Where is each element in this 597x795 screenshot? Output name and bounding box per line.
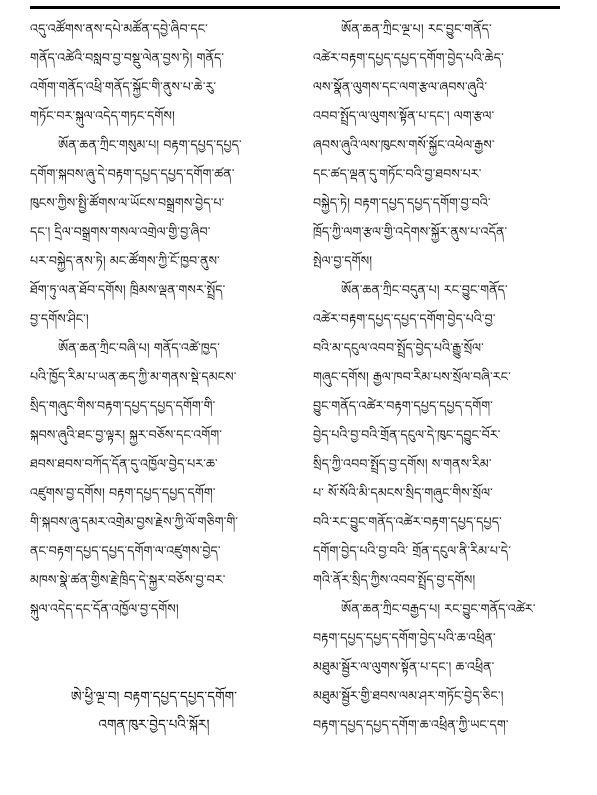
right-column-line: བྱེད་པའི་བྱ་བའི་གྲོན་དངུལ་དེ་ཁུང་དབྱུང་བོར་ [313, 427, 501, 442]
left-column-line: གཏོང་བར་སྐུལ་འདེད་གཏང་དགོས། [30, 108, 175, 123]
right-column-line: བའི་རང་བྱུང་གནོད་འཚེར་བརྟག་དཔྱད་དཔྱད་ [313, 514, 502, 529]
right-column-line: མཐུམ་སྦྱོར་ལ་ལུགས་སྟོན་པ་དང་། ཆ་འཕྲིན་ [313, 659, 495, 674]
right-column-line: པ་ སོ་སོའི་མི་དམངས་སྲིད་གཞུང་གིས་སྲོལ་ [313, 485, 493, 500]
left-column-line: བྱ་དགོས་ཤིང་། [30, 311, 89, 326]
right-column-line: བསྐྱེད་ཏེ། བརྟག་དཔྱད་དཔྱད་དགོག་བྱ་བའི་ [313, 195, 491, 210]
right-column-line: ཁྲོད་ཀྱི་ལག་རྩལ་གྱི་འདེགས་སྐྱོར་ནུས་པ་འདོན་ [313, 224, 508, 239]
left-column-line: འགོག་གནོད་འཕྲི་གནོད་སྐྱོང་གི་ནུས་པ་ཆེ་རུ་ [30, 79, 217, 94]
left-column [30, 14, 278, 623]
left-column-line: འཛུགས་བྱ་དགོས། བརྟག་དཔྱད་དཔྱད་དགོག་ [30, 485, 216, 500]
right-column-line: འབབ་སྤྲོད་ལ་ལུགས་སྟོན་པ་དང་། ལག་རྩལ་ [313, 108, 495, 123]
right-column-line: བྱུང་གནོད་འཚེར་བརྟག་དཔྱད་དཔྱད་དགོག་ [313, 398, 493, 413]
left-column-line: གནོད་འཚེའི་བསླབ་བྱ་བསྡུ་ལེན་བྱས་ཏེ། གནོད་ [30, 50, 225, 65]
right-column-line: དང་ཚད་ལྡན་དུ་གཏོང་བའི་བྱ་ཐབས་པར་ [313, 166, 482, 181]
footer-line-2: འགན་ཁུར་བྱེད་པའི་སྐོར། [98, 718, 210, 733]
footer-line-1: ཨེ་ཕྱི་ལྔ་བ། བརྟག་དཔྱད་དཔྱད་དགོག་ [70, 690, 238, 705]
right-column-line: འཚེར་བརྟག་དཔྱད་དཔྱད་དགོག་བྱེད་པའི་བྱ་ [313, 311, 496, 326]
right-column-line: བའི་མ་དངུལ་འབབ་སྤྲོད་བྱེད་པའི་རྒྱུ་སྲོལ་ [313, 340, 484, 355]
right-column-line: ལས་སྣོན་ལུགས་དང་ལག་རྩལ་ཞབས་ཞུའི་ [313, 79, 488, 94]
right-column-line: ཨོན་ཆན་ཀྲིང་ལྔ་པ། རང་བྱུང་གནོད་ [341, 21, 492, 36]
section-footer [30, 684, 278, 740]
left-column-line: ཁུངས་ཀྱིས་སྤྱི་ཚོགས་ལ་ཡོངས་བསྒྲགས་བྱེད་པ་ [30, 195, 225, 210]
left-column-line: སྐུལ་འདེད་དང་དོན་འཁྱོལ་བྱ་དགོས། [30, 601, 179, 616]
left-column-line: དགོག་སྐབས་ཞུ་དེ་བརྟག་དཔྱད་དཔྱད་དགོག་ཚན་ [30, 166, 235, 181]
right-column [313, 14, 561, 739]
left-column-line: ནང་བརྟག་དཔྱད་དཔྱད་དགོག་ལ་འཛུགས་བྱེད་ [30, 543, 221, 558]
right-column-line: སྲིད་ཀྱི་འབབ་སྤྲོད་བྱ་དགོས། ས་གནས་རིམ་ [313, 456, 492, 471]
left-column-line: ཐོག་ཏུ་ལན་ཐོབ་དགོས། ཁྲིམས་ལྡན་གསར་སྤྲོད་ [30, 282, 226, 297]
right-column-line: ཨོན་ཆན་ཀྲིང་བརྒྱད་པ། རང་བྱུང་གནོད་འཚེར་ [341, 601, 536, 616]
left-column-line: དང་། དྲིལ་བསྒྲགས་གསལ་འགྲེལ་གྱི་བྱ་ཞིབ་ [30, 224, 211, 239]
right-column-line: མཐུམ་སྦྱོར་གྱི་ཐབས་ལམ་ཤར་གཏོང་བྱེད་ཅིང་། [313, 688, 504, 703]
left-column-line: པའི་ཁྱོད་རིམ་པ་ཡན་ཆད་ཀྱི་མ་གནས་སྡེ་དམངས་ [30, 369, 237, 384]
right-column-line: དགོག་བྱེད་པའི་བྱ་བའི་ གྲོན་དངུལ་ནི་རིམ་པ་དེ་ [313, 543, 511, 558]
right-column-line: འཚེར་བརྟག་དཔྱད་དཔྱད་དགོག་བྱེད་པའི་ཆེད་ [313, 50, 504, 65]
top-rule [30, 6, 560, 9]
left-column-line: པར་བསྐྱེད་ནས་ཏེ། མང་ཚོགས་ཀྱི་ངོ་ཁྱབ་ནུས་ [30, 253, 220, 268]
left-column-line: ཐབས་ཐབས་བཀོད་དོན་དུ་འཁྱོལ་བྱེད་པར་ཆ་ [30, 456, 218, 471]
left-column-line: སྐབས་ཞུའི་ཐང་བྱ་ལྟར། སྐྱར་བཅོས་དང་འགོག་ [30, 427, 222, 442]
left-column-line: མཁས་སྣེ་ཚན་གྱིས་རྗེ་ཁྲིད་དེ་སྐྱར་བཅོས་བྱ་བར་ [30, 572, 226, 587]
right-column-line: གའི་ནོར་སྲིད་ཀྱིས་འབབ་སྤྲོད་བྱ་དགོས། [313, 572, 476, 587]
right-column-line: གཞུང་དགོས། རྒྱལ་ཁབ་རིམ་པས་སྲོལ་བཞི་རང་ [313, 369, 511, 384]
right-column-line: བརྟག་དཔྱད་དཔྱད་དགོག་ཆ་འཕྲིན་ཀྱི་ཡང་དག་ [313, 717, 509, 732]
right-column-line: ཞབས་ཞུའི་ལས་ཁུངས་གསོ་སྐྱོང་འཕེལ་རྒྱས་ [313, 137, 495, 152]
left-column-line: འདུ་འཚོགས་ནས་དཔེ་མཚོན་དབྱེ་ཞིབ་དང་ [30, 21, 208, 36]
left-column-line: ཨོན་ཆན་ཀྲིང་གསུམ་པ། བརྟག་དཔྱད་དཔྱད་ [58, 137, 242, 152]
right-column-line: ཨོན་ཆན་ཀྲིང་བདུན་པ། རང་བྱུང་གནོད་ [341, 282, 508, 297]
left-column-line: སྲིད་གཞུང་གིས་བརྟག་དཔྱད་དཔྱད་དགོག་གི་ [30, 398, 216, 413]
right-column-line: བརྟག་དཔྱད་དཔྱད་དགོག་བྱེད་པའི་ཆ་འཕྲིན་ [313, 630, 496, 645]
right-column-line: སྤེལ་བྱ་དགོས། [313, 253, 373, 268]
left-column-line: ཨོན་ཆན་ཀྲིང་བཞི་པ། གནོད་འཚེ་ཁྱད་ [58, 340, 220, 355]
left-column-line: གི་སྐབས་ཞུ་དམར་འགྲེམ་བྱས་རྗེས་ཀྱི་ལོ་གཅིག་གི་ [30, 514, 239, 529]
